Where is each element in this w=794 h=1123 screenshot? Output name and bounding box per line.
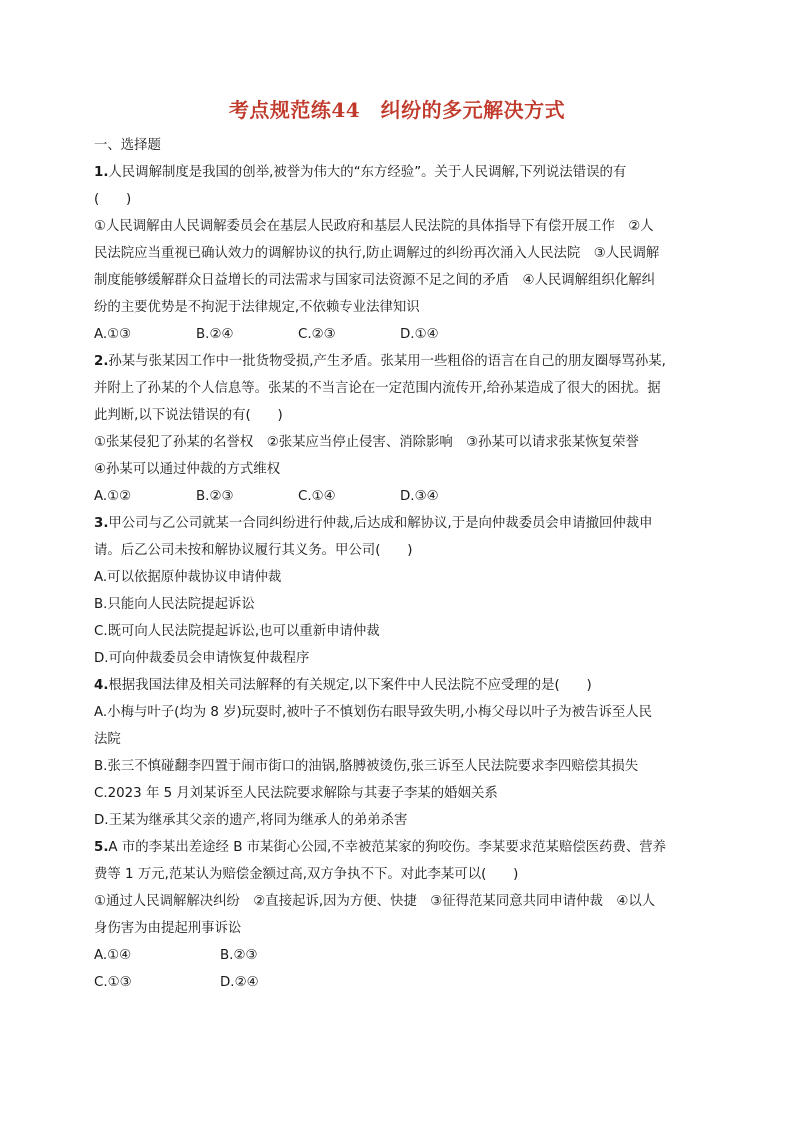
option-b[interactable]: B.张三不慎碰翻李四置于闹市街口的油锅,胳膊被烫伤,张三诉至人民法院要求李四赔偿其损失	[94, 759, 639, 774]
option-a[interactable]: A.小梅与叶子(均为 8 岁)玩耍时,被叶子不慎划伤右眼导致失明,小梅父母以叶子为被告诉至人民	[94, 705, 653, 720]
question-3	[94, 510, 700, 672]
question-text: 请。后乙公司未按和解协议履行其义务。甲公司( )	[94, 543, 413, 558]
option-c[interactable]: C.①④	[298, 489, 336, 504]
document-body	[94, 132, 700, 996]
question-text: ④孙某可以通过仲裁的方式维权	[94, 462, 281, 477]
option-c[interactable]: C.既可向人民法院提起诉讼,也可以重新申请仲裁	[94, 624, 380, 639]
question-text: 民法院应当重视已确认效力的调解协议的执行,防止调解过的纠纷再次涌入人民法院 ③人民调解	[94, 246, 660, 261]
question-4	[94, 672, 700, 834]
option-c[interactable]: C.2023 年 5 月刘某诉至人民法院要求解除与其妻子李某的婚姻关系	[94, 786, 498, 801]
option-d[interactable]: D.王某为继承其父亲的遗产,将同为继承人的弟弟杀害	[94, 813, 408, 828]
question-text: ( )	[94, 192, 132, 207]
option-d[interactable]: D.③④	[400, 489, 439, 504]
option-b[interactable]: B.②④	[196, 327, 234, 342]
question-text: 根据我国法律及相关司法解释的有关规定,以下案件中人民法院不应受理的是( )	[108, 678, 592, 693]
question-text: 费等 1 万元,范某认为赔偿金额过高,双方争执不下。对此李某可以( )	[94, 867, 519, 882]
question-text: 纷的主要优势是不拘泥于法律规定,不依赖专业法律知识	[94, 300, 420, 315]
question-text: 并附上了孙某的个人信息等。张某的不当言论在一定范围内流传开,给孙某造成了很大的困扰。据	[94, 381, 661, 396]
option-a[interactable]: A.①③	[94, 327, 132, 342]
option-c[interactable]: C.②③	[298, 327, 336, 342]
answer-options-row-2	[94, 969, 700, 996]
question-number: 4.	[94, 678, 109, 693]
question-1	[94, 159, 700, 348]
answer-options	[94, 483, 700, 510]
answer-options-row-1	[94, 942, 700, 969]
answer-options	[94, 321, 700, 348]
question-5	[94, 834, 700, 996]
option-d[interactable]: D.①④	[400, 327, 439, 342]
page-title: 考点规范练44 纠纷的多元解决方式	[228, 98, 566, 122]
option-a[interactable]: A.①④	[94, 948, 132, 963]
option-b[interactable]: B.只能向人民法院提起诉讼	[94, 597, 255, 612]
question-text: 孙某与张某因工作中一批货物受损,产生矛盾。张某用一些粗俗的语言在自己的朋友圈辱骂孙某,	[108, 354, 666, 369]
question-number: 3.	[94, 516, 109, 531]
option-b[interactable]: B.②③	[196, 489, 234, 504]
question-number: 5.	[94, 840, 109, 855]
question-text: ①通过人民调解解决纠纷 ②直接起诉,因为方便、快捷 ③征得范某同意共同申请仲裁 ④以人	[94, 894, 656, 909]
option-d[interactable]: D.可向仲裁委员会申请恢复仲裁程序	[94, 651, 310, 666]
question-text: 人民调解制度是我国的创举,被誉为伟大的“东方经验”。关于人民调解,下列说法错误的有	[108, 165, 627, 180]
question-text: A 市的李某出差途经 B 市某街心公园,不幸被范某家的狗咬伤。李某要求范某赔偿医药费、营养	[108, 840, 667, 855]
option-a[interactable]: A.可以依据原仲裁协议申请仲裁	[94, 570, 282, 585]
question-number: 1.	[94, 165, 109, 180]
question-text: ①人民调解由人民调解委员会在基层人民政府和基层人民法院的具体指导下有偿开展工作 ②人	[94, 219, 654, 234]
section-heading: 一、选择题	[94, 138, 161, 153]
question-text: 制度能够缓解群众日益增长的司法需求与国家司法资源不足之间的矛盾 ④人民调解组织化解纠	[94, 273, 656, 288]
question-text: 此判断,以下说法错误的有( )	[94, 408, 283, 423]
question-number: 2.	[94, 354, 109, 369]
option-a-continued: 法院	[94, 732, 121, 747]
option-c[interactable]: C.①③	[94, 975, 132, 990]
question-text: 身伤害为由提起刑事诉讼	[94, 921, 242, 936]
option-b[interactable]: B.②③	[220, 948, 258, 963]
option-a[interactable]: A.①②	[94, 489, 132, 504]
question-text: 甲公司与乙公司就某一合同纠纷进行仲裁,后达成和解协议,于是向仲裁委员会申请撤回仲裁申	[108, 516, 653, 531]
question-text: ①张某侵犯了孙某的名誉权 ②张某应当停止侵害、消除影响 ③孙某可以请求张某恢复荣誉	[94, 435, 639, 450]
option-d[interactable]: D.②④	[220, 975, 259, 990]
question-2	[94, 348, 700, 510]
